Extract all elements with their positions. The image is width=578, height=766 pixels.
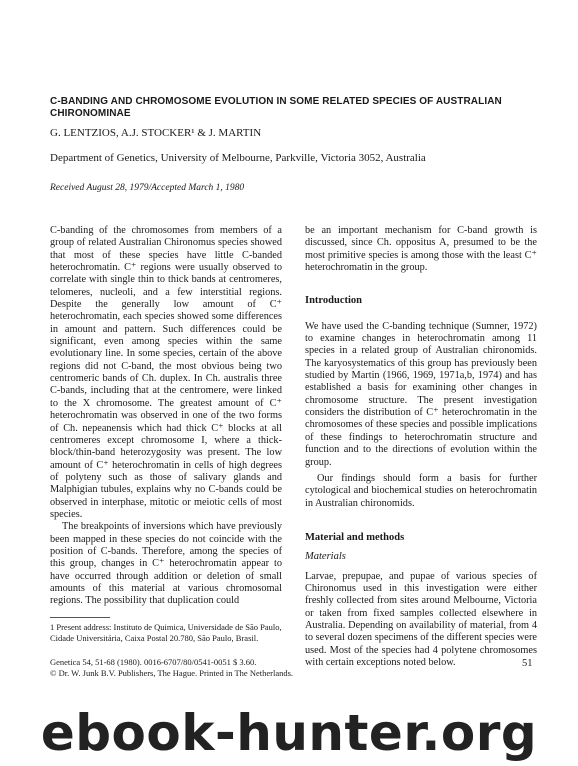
abstract-column-left — [50, 225, 282, 608]
footnote-divider — [50, 617, 110, 618]
introduction-heading: Introduction — [305, 295, 362, 307]
materials-paragraph: Larvae, prepupae, and pupae of various species of Chironomus used in this investigation were either freshly collected from sites around Melbourne, Victoria or taken from fixed samples collected elsewhere in Australia. Depending on availability of material, from 4 to several dozen specimens of the different species were used. Most of the species had 4 polytene chromosomes with certain exceptions noted below. — [305, 570, 537, 668]
publication-footer — [50, 657, 293, 678]
author-list: G. LENTZIOS, A.J. STOCKER¹ & J. MARTIN — [50, 127, 262, 139]
abstract-paragraph-continued: be an important mechanism for C-band growth is discussed, since Ch. oppositus A, presumed to be the most primitive species is among those with the least C⁺ heterochromatin in the group. — [305, 225, 537, 274]
watermark-text: ebook-hunter.org — [40, 704, 538, 762]
copyright-line: © Dr. W. Junk B.V. Publishers, The Hague. Printed in The Netherlands. — [50, 667, 294, 678]
introduction-paragraph-1: We have used the C-banding technique (Sumner, 1972) to examine changes in heterochromatin among 11 species in a related group of Australian chironomids. The karyosystematics of this group has previously been studied by Martin (1966, 1969, 1971a,b, 1974) and has established a basis for examining other changes in chromosome structure. The present investigation considers the distribution of C⁺ heterochromatin in the chromosomes of these species and possible implications of these findings to heterochromatin structure and function and to the directions of evolution within the group. — [305, 320, 537, 468]
received-dates: Received August 28, 1979/Accepted March 1, 1980 — [50, 183, 245, 193]
materials-heading: Materials — [305, 551, 346, 563]
page-number: 51 — [522, 658, 533, 669]
abstract-paragraph-1: C-banding of the chromosomes from members of a group of related Australian Chironomus species showed that most of these species have little C-banded heterochromatin. C⁺ regions were usually observed to correlate with single thin to thick bands at centromeres, telomeres, nucleoli, and a few interstitial regions. Despite the generally low amount of C⁺ heterochromatin, each species showed some differences in amount and pattern. Such differences could be significant, even among species within the same evolutionary line. In some species, certain of the above regions did not C-band, the most obvious being two centromeric bands of Ch. duplex. In Ch. australis three C-bands, including that at the centromere, were linked to the X chromosome. The greatest amount of C⁺ heterochromatin was observed in one of the two forms of Ch. nepeanensis which had thick C⁺ blocks at all centromeres except chromosome I, where a thick-block/thin-band heterozygosity was present. The low amount of C⁺ heterochromatin in cells of high degrees of polyteny such as those of salivary glands and Malphigian tubules, explains why no C-bands could be observed in interphase, mitotic or meiotic cells of most species. — [50, 225, 282, 520]
affiliation: Department of Genetics, University of Melbourne, Parkville, Victoria 3052, Australia — [50, 152, 426, 164]
body-column-right — [305, 225, 537, 669]
methods-heading: Material and methods — [305, 531, 405, 543]
footnote: 1 Present address: Instituto de Quimica, Universidade de São Paulo, Cidade Universitária, Caixa Postal 20.780, São Paulo, Brasil. — [50, 622, 282, 643]
article-title: C-BANDING AND CHROMOSOME EVOLUTION IN SOME RELATED SPECIES OF AUSTRALIAN CHIRONOMINAE — [50, 96, 502, 119]
citation-line: Genetica 54, 51-68 (1980). 0016-6707/80/0541-0051 $ 3.60. — [50, 657, 257, 667]
abstract-paragraph-2: The breakpoints of inversions which have previously been mapped in these species do not coincide with the position of C-bands. Therefore, among the species of this group, changes in C⁺ heterochromatin appear to have occurred through addition or deletion of small amounts of this material at various chromosomal regions. The possibility that duplication could — [50, 521, 282, 607]
introduction-paragraph-2: Our findings should form a basis for further cytological and biochemical studies on heterochromatin in Australian chironomids. — [305, 472, 537, 509]
